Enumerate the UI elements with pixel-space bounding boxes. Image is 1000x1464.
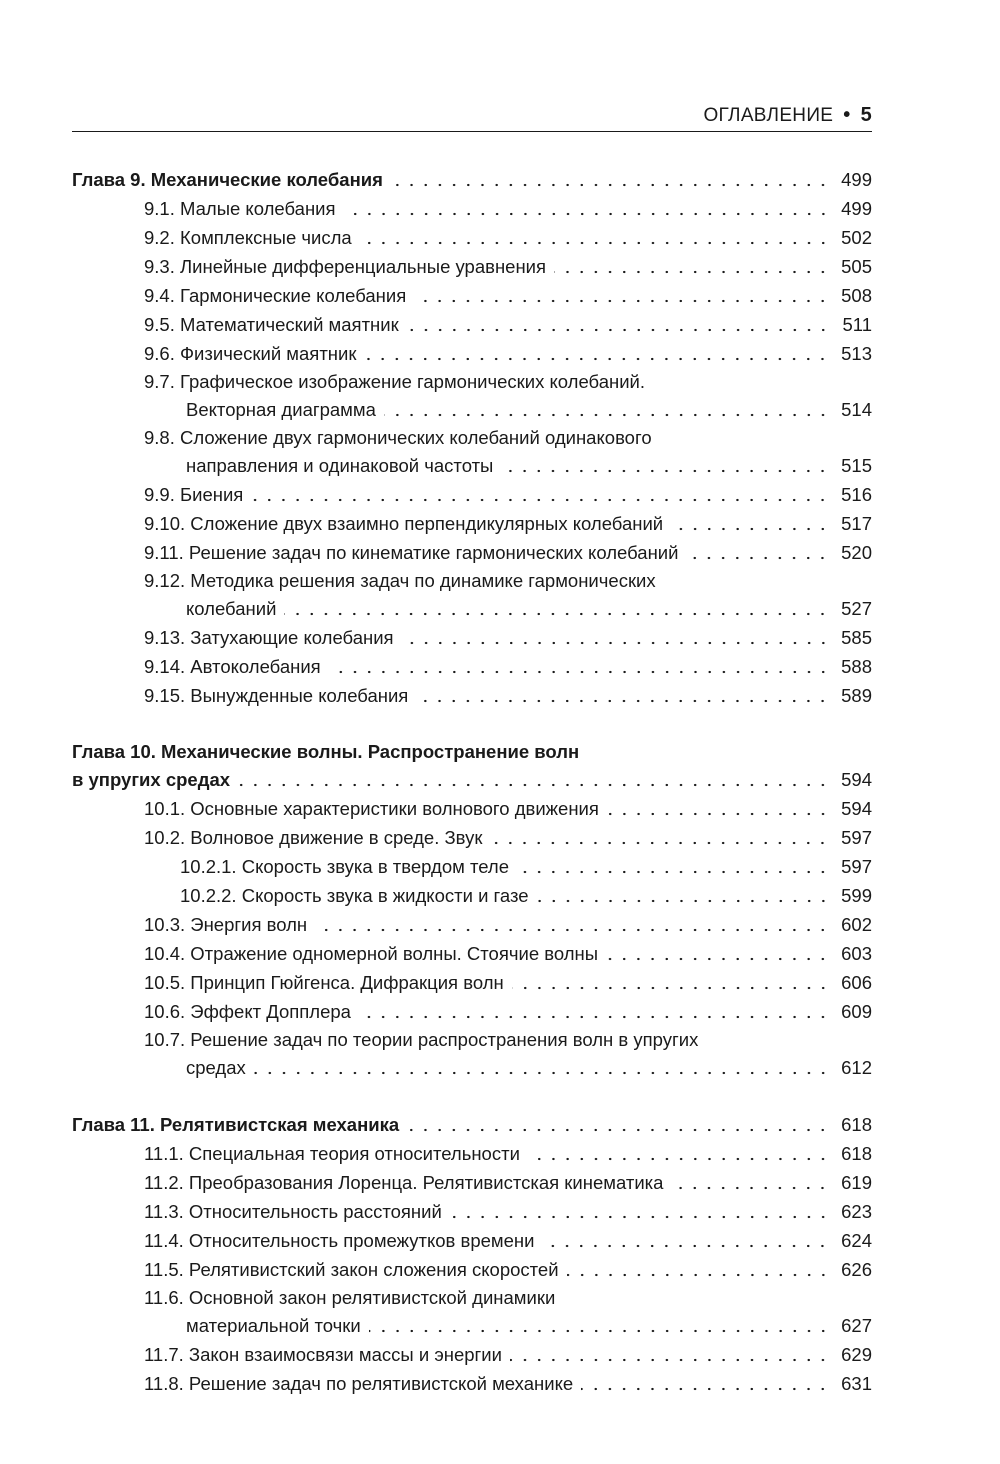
toc-entry-title: 10.2.2. Скорость звука в жидкости и газе: [180, 885, 529, 906]
toc-entry-row: [72, 1369, 872, 1398]
toc-entry-title: материальной точки: [186, 1315, 361, 1336]
toc-entry-row: [72, 538, 872, 567]
toc-page-number: 606: [841, 972, 872, 993]
toc-entry-row: [72, 281, 872, 310]
chapter-block: [72, 1110, 872, 1398]
toc-entry-title: 9.15. Вынужденные колебания: [144, 685, 409, 706]
dot-leader: [364, 357, 830, 361]
toc-entry-line: 10.7. Решение задач по теории распространения волн в упругих: [144, 1029, 699, 1050]
page-number: 5: [860, 104, 872, 126]
toc-entry-title: 9.13. Затухающие колебания: [144, 627, 394, 648]
toc-entry-title: 10.1. Основные характеристики волнового движения: [144, 798, 599, 819]
chapter-heading-row: [72, 165, 872, 194]
toc-entry-title: 9.10. Сложение двух взаимно перпендикулярных колебаний: [144, 513, 664, 534]
dot-leader: [607, 812, 830, 816]
chapter-title-line: Глава 10. Механические волны. Распространение волн: [72, 741, 580, 762]
toc-page-number: 517: [841, 513, 872, 534]
dot-leader: [528, 1157, 830, 1161]
dot-leader: [384, 413, 830, 417]
toc-entry-row: [72, 939, 872, 968]
toc-entry-title: средах: [186, 1057, 246, 1078]
toc-page-number: 609: [841, 1001, 872, 1022]
toc-page-number: 599: [841, 885, 872, 906]
dot-leader: [254, 1071, 830, 1075]
toc-page-number: 624: [841, 1230, 872, 1251]
chapter-title: Глава 11. Релятивистская механика: [72, 1114, 400, 1135]
toc-entry-title: 10.3. Энергия волн: [144, 914, 308, 935]
toc-page-number: 631: [841, 1373, 872, 1394]
toc-entry-title: 10.5. Принцип Гюйгенса. Дифракция волн: [144, 972, 504, 993]
header-separator: •: [843, 104, 851, 126]
toc-entry-row: [72, 480, 872, 509]
dot-leader: [501, 469, 830, 473]
chapter-title: Глава 9. Механические колебания: [72, 169, 383, 190]
toc-entry-row: [72, 794, 872, 823]
toc-entry-row: [72, 339, 872, 368]
toc-entry-title: 9.2. Комплексные числа: [144, 227, 352, 248]
toc-page-number: 618: [841, 1143, 872, 1164]
toc-page-number: 513: [841, 343, 872, 364]
dot-leader: [686, 556, 830, 560]
toc-page-number: 514: [841, 399, 872, 420]
dot-leader: [359, 1015, 830, 1019]
dot-leader: [284, 612, 830, 616]
toc-entry-line: 9.12. Методика решения задач по динамике гармонических: [144, 570, 656, 591]
chapter-block: [72, 165, 872, 710]
toc-entry-row: [72, 623, 872, 652]
toc-entry-line: 11.6. Основной закон релятивистской динамики: [144, 1287, 556, 1308]
toc-page-number: 499: [841, 169, 872, 190]
dot-leader: [537, 899, 830, 903]
toc-entry-row: [72, 310, 872, 339]
dot-leader: [360, 241, 830, 245]
dot-leader: [490, 841, 830, 845]
toc-page-number: 623: [841, 1201, 872, 1222]
toc-page-number: 505: [841, 256, 872, 277]
dot-leader: [315, 928, 830, 932]
dot-leader: [369, 1329, 830, 1333]
dot-leader: [344, 212, 830, 216]
toc-entry-row: [72, 395, 872, 424]
toc-entry-title: 10.6. Эффект Допплера: [144, 1001, 351, 1022]
toc-entry-row: [72, 451, 872, 480]
dot-leader: [407, 1128, 830, 1132]
toc-page-number: 516: [841, 484, 872, 505]
chapter-heading-row: [72, 765, 872, 794]
toc-entry-row: [72, 968, 872, 997]
toc-page-number: 589: [841, 685, 872, 706]
toc-entry-line: 9.7. Графическое изображение гармонических колебаний.: [144, 371, 646, 392]
dot-leader: [402, 641, 830, 645]
toc-entry-row: [72, 823, 872, 852]
toc-entry-title: 9.9. Биения: [144, 484, 244, 505]
toc-entry-row: [72, 852, 872, 881]
toc-page-number: 508: [841, 285, 872, 306]
toc-entry-title: 9.1. Малые колебания: [144, 198, 336, 219]
toc-entry-row: [72, 1311, 872, 1340]
toc-entry-row: [72, 252, 872, 281]
dot-leader: [671, 1186, 830, 1190]
toc-entry-row: [72, 652, 872, 681]
dot-leader: [450, 1215, 830, 1219]
toc-page-number: 602: [841, 914, 872, 935]
toc-entry-title: 11.5. Релятивистский закон сложения скоростей: [144, 1259, 559, 1280]
toc-page-number: 603: [841, 943, 872, 964]
running-header: [72, 100, 872, 132]
toc-entry-row: [72, 681, 872, 710]
dot-leader: [581, 1387, 830, 1391]
dot-leader: [512, 986, 830, 990]
toc-page-number: 619: [841, 1172, 872, 1193]
toc-entry-row: [72, 194, 872, 223]
chapter-block: [72, 738, 872, 1082]
toc-page-number: 499: [841, 198, 872, 219]
toc-entry-title: 9.11. Решение задач по кинематике гармонических колебаний: [144, 542, 679, 563]
toc-page-number: 612: [841, 1057, 872, 1078]
toc-page-number: 585: [841, 627, 872, 648]
dot-leader: [554, 270, 830, 274]
toc-page-number: 511: [842, 314, 872, 335]
toc-page-number: 627: [841, 1315, 872, 1336]
dot-leader: [238, 783, 830, 787]
toc-page-number: 594: [841, 769, 872, 790]
dot-leader: [416, 699, 830, 703]
toc-page-number: 597: [841, 856, 872, 877]
dot-leader: [517, 870, 830, 874]
dot-leader: [671, 527, 830, 531]
toc-page-number: 515: [841, 455, 872, 476]
toc-entry-title: 9.6. Физический маятник: [144, 343, 357, 364]
toc-entry-row: [72, 1340, 872, 1369]
toc-entry-row: [72, 1255, 872, 1284]
toc-entry-row: [72, 910, 872, 939]
toc-entry-title: 10.2.1. Скорость звука в твердом теле: [180, 856, 510, 877]
chapter-title: в упругих средах: [72, 769, 231, 790]
table-of-contents: [72, 165, 872, 1426]
toc-page-number: 626: [841, 1259, 872, 1280]
toc-page-number: 597: [841, 827, 872, 848]
toc-entry-title: 11.4. Относительность промежутков времени: [144, 1230, 535, 1251]
toc-entry-row: [72, 997, 872, 1026]
toc-entry-title: 9.14. Автоколебания: [144, 656, 321, 677]
toc-entry-row: [72, 223, 872, 252]
toc-entry-row: [72, 594, 872, 623]
toc-entry-title: колебаний: [186, 598, 277, 619]
toc-entry-row: [72, 1197, 872, 1226]
toc-page-number: 588: [841, 656, 872, 677]
toc-page-number: 502: [841, 227, 872, 248]
toc-entry-row: [72, 1139, 872, 1168]
toc-entry-title: 11.3. Относительность расстояний: [144, 1201, 442, 1222]
dot-leader: [567, 1273, 830, 1277]
toc-entry-line: 9.8. Сложение двух гармонических колебаний одинакового: [144, 427, 652, 448]
toc-entry-row: [72, 1226, 872, 1255]
toc-page-number: 618: [841, 1114, 872, 1135]
toc-entry-title: 11.8. Решение задач по релятивистской механике: [144, 1373, 574, 1394]
toc-entry-title: 11.1. Специальная теория относительности: [144, 1143, 520, 1164]
toc-page-number: 527: [841, 598, 872, 619]
toc-entry-row: [72, 1053, 872, 1082]
dot-leader: [414, 299, 830, 303]
toc-entry-title: 10.2. Волновое движение в среде. Звук: [144, 827, 483, 848]
running-header-title: ОГЛАВЛЕНИЕ: [703, 105, 834, 126]
toc-entry-title: Векторная диаграмма: [186, 399, 376, 420]
chapter-heading-row: [72, 1110, 872, 1139]
dot-leader: [606, 957, 830, 961]
toc-entry-title: 9.3. Линейные дифференциальные уравнения: [144, 256, 547, 277]
toc-entry-title: 11.7. Закон взаимосвязи массы и энергии: [144, 1344, 502, 1365]
dot-leader: [329, 670, 830, 674]
toc-entry-title: 9.4. Гармонические колебания: [144, 285, 407, 306]
toc-entry-title: 11.2. Преобразования Лоренца. Релятивистская кинематика: [144, 1172, 664, 1193]
toc-entry-title: 10.4. Отражение одномерной волны. Стоячие волны: [144, 943, 599, 964]
toc-entry-title: 9.5. Математический маятник: [144, 314, 399, 335]
toc-entry-row: [72, 1168, 872, 1197]
toc-page-number: 594: [841, 798, 872, 819]
dot-leader: [542, 1244, 830, 1248]
toc-entry-title: направления и одинаковой частоты: [186, 455, 494, 476]
dot-leader: [391, 183, 830, 187]
toc-entry-row: [72, 509, 872, 538]
toc-page-number: 629: [841, 1344, 872, 1365]
dot-leader: [510, 1358, 830, 1362]
toc-entry-row: [72, 881, 872, 910]
dot-leader: [407, 328, 830, 332]
dot-leader: [251, 498, 830, 502]
toc-page-number: 520: [841, 542, 872, 563]
